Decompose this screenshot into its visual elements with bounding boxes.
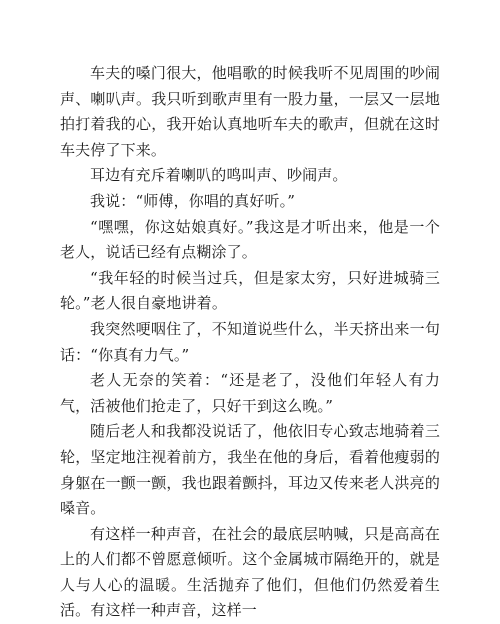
document-body [60, 61, 440, 624]
paragraph-6: 我突然哽咽住了，不知道说些什么，半天挤出来一句话：“你真有力气。” [60, 319, 440, 364]
paragraph-3: 我说：“师傅，你唱的真好听。” [90, 191, 296, 210]
paragraph-7: 老人无奈的笑着：“还是老了，没他们年轻人有力气，活被他们抢走了，只好干到这么晚。” [60, 371, 440, 415]
paragraph-8: 随后老人和我都没说话了，他依旧专心致志地骑着三轮，坚定地注视着前方，我坐在他的身后，看着他瘦弱的身躯在一颤一颤，我也跟着颤抖，耳边又传来老人洪亮的嗓音。 [60, 422, 440, 518]
paragraph-5: “我年轻的时候当过兵，但是家太穷，只好进城骑三轮。”老人很自豪地讲着。 [60, 268, 440, 313]
paragraph-4: “嘿嘿，你这姑娘真好。”我这是才听出来，他是一个老人，说话已经有点糊涂了。 [60, 217, 440, 262]
paragraph-1: 车夫的嗓门很大，他唱歌的时候我听不见周围的吵闹声、喇叭声。我只听到歌声里有一股力量，一层又一层地拍打着我的心，我开始认真地听车夫的歌声，但就在这时车夫停了下来。 [60, 64, 440, 159]
paragraph-2: 耳边有充斥着喇叭的鸣叫声、吵闹声。 [90, 166, 348, 185]
paragraph-9: 有这样一种声音，在社会的最底层呐喊，只是高高在上的人们都不曾愿意倾听。这个金属城市隔绝开的，就是人与人心的温暖。生活抛弃了他们，但他们仍然爱着生活。有这样一种声音，这样一 [60, 524, 440, 620]
